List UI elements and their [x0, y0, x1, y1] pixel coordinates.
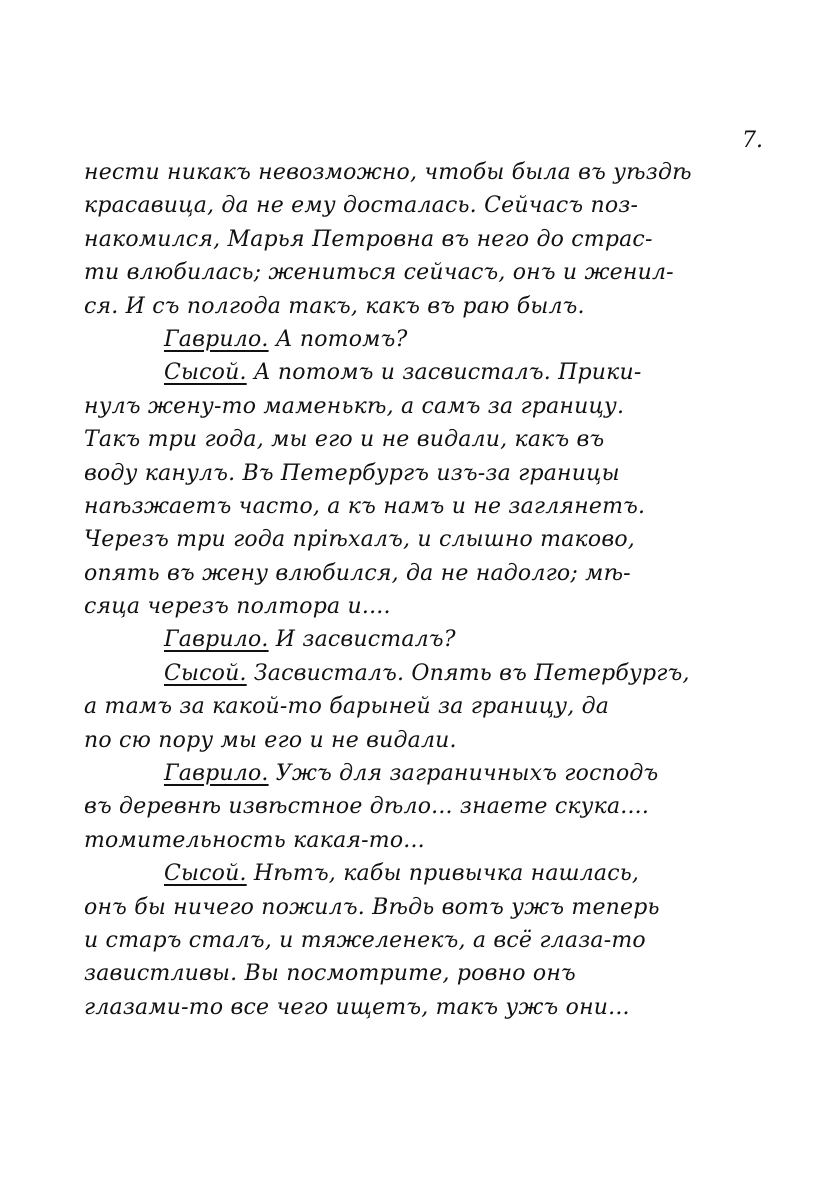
line-text: сяца черезъ полтора и....	[84, 594, 391, 620]
line-text: Нѣтъ, кабы привычка нашлась,	[246, 861, 640, 887]
manuscript-line	[84, 857, 774, 890]
line-text: накомился, Марья Петровна въ него до страс-	[84, 226, 653, 252]
line-text: глазами-то все чего ищетъ, такъ ужъ они...	[84, 994, 630, 1020]
manuscript-text	[84, 156, 774, 1024]
manuscript-line	[84, 991, 774, 1024]
manuscript-line	[84, 490, 774, 523]
page-number: 7.	[742, 128, 763, 153]
line-text: Такъ три года, мы его и не видали, какъ въ	[84, 427, 605, 453]
manuscript-line	[84, 790, 774, 823]
speaker-name: Сысой.	[164, 861, 247, 887]
speaker-name: Гаврило.	[164, 761, 269, 787]
manuscript-line	[84, 189, 774, 222]
speaker-name: Сысой.	[164, 360, 247, 386]
manuscript-line	[84, 390, 774, 423]
line-text: завистливы. Вы посмотрите, ровно онъ	[84, 961, 576, 987]
manuscript-line	[84, 423, 774, 456]
manuscript-line	[84, 590, 774, 623]
line-text: красавица, да не ему досталась. Сейчасъ поз-	[84, 193, 639, 219]
manuscript-line	[84, 724, 774, 757]
line-text: воду канулъ. Въ Петербургъ изъ-за границы	[84, 460, 620, 486]
manuscript-line	[84, 356, 774, 389]
line-text: ти влюбилась; жениться сейчасъ, онъ и женил-	[84, 260, 674, 286]
manuscript-line	[84, 290, 774, 323]
line-text: нулъ жену-то маменькѣ, а самъ за границу.	[84, 393, 625, 419]
speaker-name: Сысой.	[164, 660, 247, 686]
manuscript-line	[84, 523, 774, 556]
line-text: И засвисталъ?	[268, 627, 456, 653]
manuscript-line	[84, 623, 774, 656]
line-text: ся. И съ полгода такъ, какъ въ раю былъ.	[84, 293, 585, 319]
line-text: А потомъ и засвисталъ. Прики-	[246, 360, 642, 386]
line-text: нести никакъ невозможно, чтобы была въ уѣздѣ	[84, 160, 692, 185]
line-text: и старъ сталъ, и тяжеленекъ, а всё глаза-то	[84, 927, 646, 953]
manuscript-line	[84, 457, 774, 490]
speaker-name: Гаврило.	[164, 627, 269, 653]
manuscript-line	[84, 757, 774, 790]
manuscript-line	[84, 557, 774, 590]
line-text: по сю пору мы его и не видали.	[84, 727, 457, 753]
manuscript-line	[84, 824, 774, 857]
line-text: Черезъ три года пріѣхалъ, и слышно таково,	[84, 527, 635, 553]
manuscript-line	[84, 690, 774, 723]
line-text: а тамъ за какой-то барыней за границу, да	[84, 694, 610, 720]
line-text: Ужъ для заграничныхъ господъ	[268, 761, 659, 787]
line-text: наѣзжаетъ часто, а къ намъ и не заглянетъ.	[84, 493, 646, 519]
manuscript-line	[84, 256, 774, 289]
speaker-name: Гаврило.	[164, 326, 269, 352]
line-text: опять въ жену влюбился, да не надолго; мѣ-	[84, 560, 631, 586]
manuscript-line	[84, 323, 774, 356]
manuscript-line	[84, 957, 774, 990]
manuscript-line	[84, 924, 774, 957]
line-text: томительность какая-то...	[84, 827, 425, 853]
manuscript-line	[84, 657, 774, 690]
line-text: онъ бы ничего пожилъ. Вѣдь вотъ ужъ теперь	[84, 894, 660, 920]
manuscript-line	[84, 891, 774, 924]
line-text: А потомъ?	[268, 326, 408, 352]
manuscript-line	[84, 156, 774, 189]
manuscript-line	[84, 223, 774, 256]
line-text: въ деревнѣ извѣстное дѣло... знаете скука....	[84, 794, 650, 820]
line-text: Засвисталъ. Опять въ Петербургъ,	[246, 660, 690, 686]
